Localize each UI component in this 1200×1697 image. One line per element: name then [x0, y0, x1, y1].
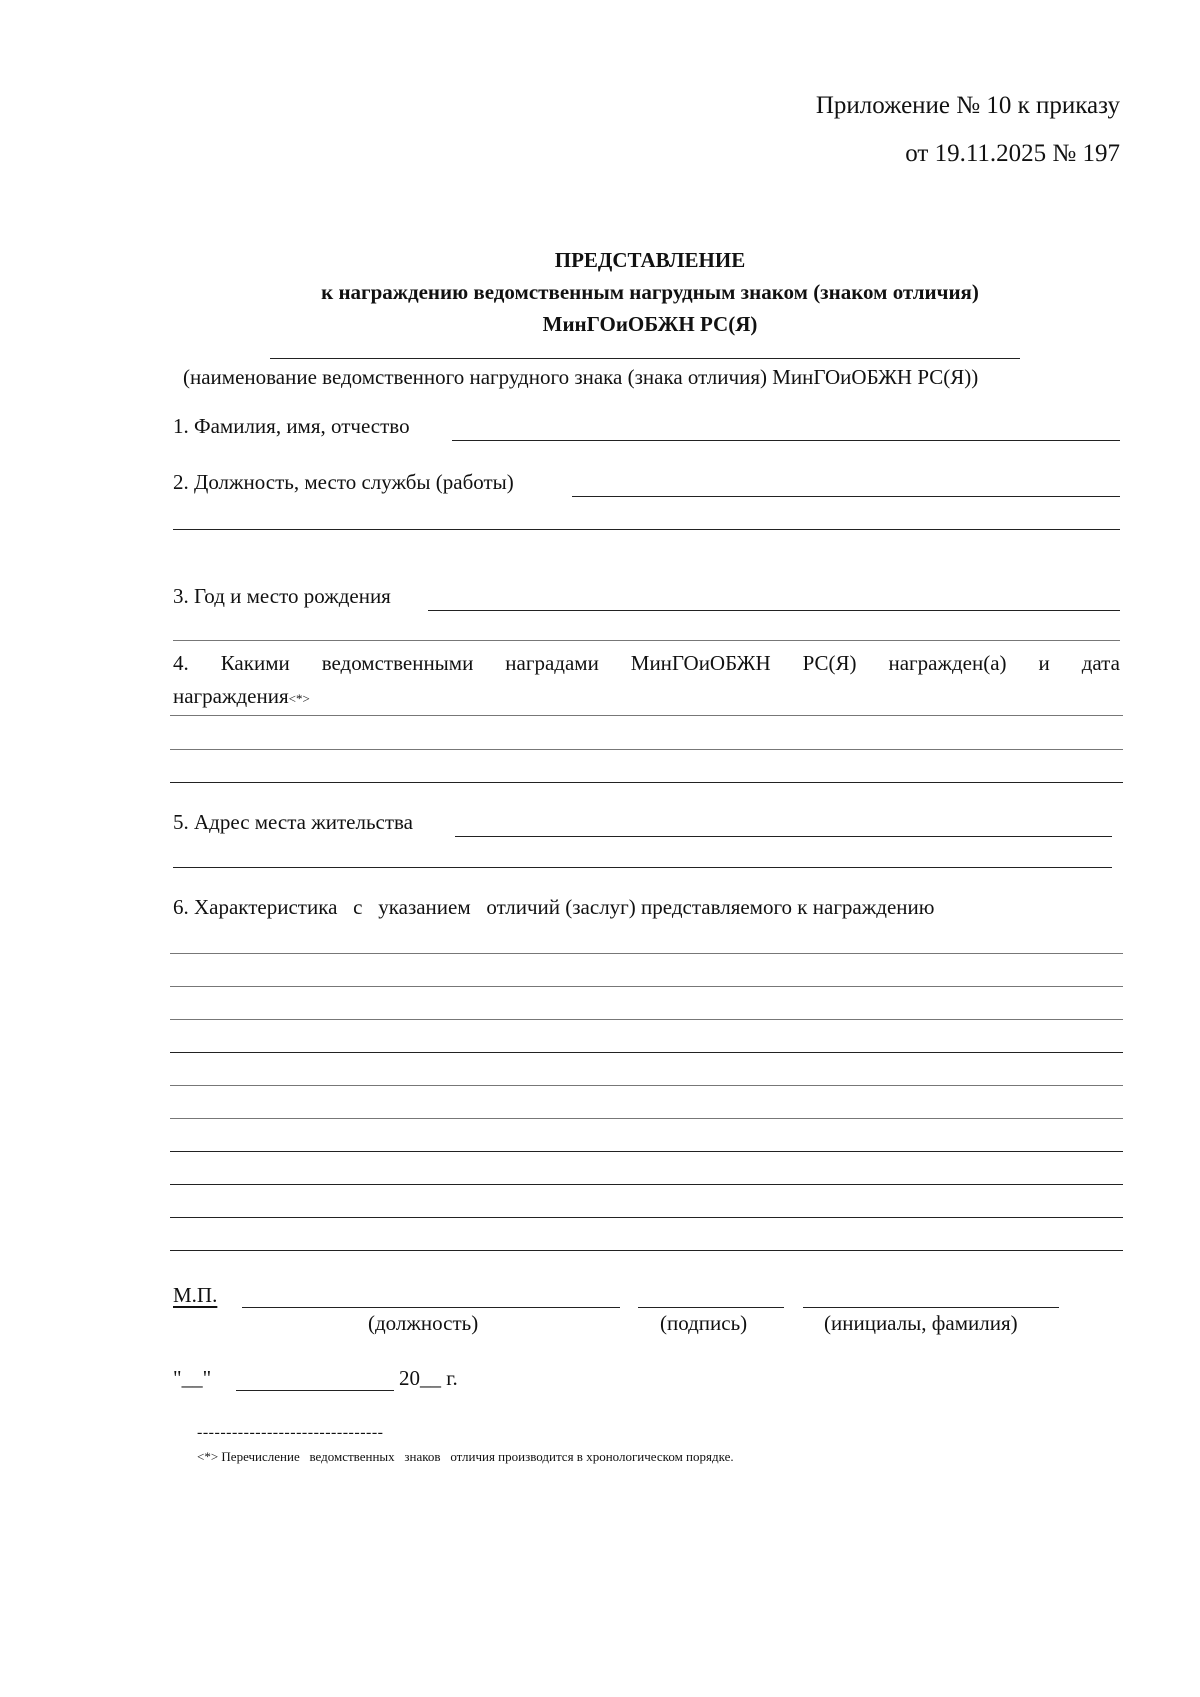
characteristic-line[interactable]: [170, 1184, 1123, 1185]
date-day[interactable]: "__": [173, 1366, 212, 1390]
field-address-label: 5. Адрес места жительства: [173, 810, 413, 834]
signature-caption: (подпись): [660, 1311, 748, 1335]
characteristic-line[interactable]: [170, 986, 1123, 987]
field-awards-label: [173, 651, 1120, 676]
date-month-line[interactable]: [236, 1390, 394, 1391]
awards-word: Какими: [220, 651, 290, 675]
characteristic-line[interactable]: [170, 1085, 1123, 1086]
field-fio-line[interactable]: [452, 440, 1120, 441]
awards-word: и: [1038, 651, 1050, 675]
field-fio-label: 1. Фамилия, имя, отчество: [173, 414, 410, 438]
field-position-line[interactable]: [572, 496, 1120, 497]
awards-word-awarding: награждения: [173, 684, 289, 708]
ministry-name: МинГОиОБЖН РС(Я): [542, 312, 758, 336]
field-awards-line-3[interactable]: [170, 782, 1123, 783]
awards-word: РС(Я): [802, 651, 857, 675]
field-birth-line[interactable]: [428, 610, 1120, 611]
awards-word: наградами: [505, 651, 599, 675]
field-address-line-2[interactable]: [173, 867, 1112, 868]
name-signature-line[interactable]: [803, 1307, 1059, 1308]
characteristic-line[interactable]: [170, 953, 1123, 954]
appendix-label: Приложение № 10 к приказу: [815, 92, 1120, 119]
position-caption: (должность): [368, 1311, 479, 1335]
field-position-line-2[interactable]: [173, 529, 1120, 530]
footnote-separator: --------------------------------: [197, 1424, 384, 1441]
field-awards-label-line2: [173, 684, 310, 709]
characteristic-line[interactable]: [170, 1151, 1123, 1152]
name-caption: (инициалы, фамилия): [824, 1311, 1018, 1335]
badge-name-line[interactable]: [270, 358, 1020, 359]
awards-word: МинГОиОБЖН: [630, 651, 771, 675]
signature-line[interactable]: [638, 1307, 784, 1308]
characteristic-line[interactable]: [170, 1118, 1123, 1119]
characteristic-line[interactable]: [170, 1052, 1123, 1053]
awards-word: награжден(а): [888, 651, 1007, 675]
stamp-place-label: М.П.: [173, 1283, 218, 1307]
badge-caption: (наименование ведомственного нагрудного знака (знака отличия) МинГОиОБЖН РС(Я)): [183, 365, 979, 389]
field-awards-line-2[interactable]: [170, 749, 1123, 750]
awards-word: дата: [1081, 651, 1120, 675]
order-label: от 19.11.2025 № 197: [905, 140, 1120, 167]
document-title: ПРЕДСТАВЛЕНИЕ: [554, 248, 746, 272]
field-birth-line-2[interactable]: [173, 640, 1120, 641]
characteristic-line[interactable]: [170, 1019, 1123, 1020]
field-awards-line-1[interactable]: [170, 715, 1123, 716]
field-address-line[interactable]: [455, 836, 1112, 837]
position-signature-line[interactable]: [242, 1307, 620, 1308]
field-position-label: 2. Должность, место службы (работы): [173, 470, 514, 494]
characteristic-line[interactable]: [170, 1250, 1123, 1251]
characteristic-line[interactable]: [170, 1217, 1123, 1218]
footnote-text: <*> Перечисление ведомственных знаков отличия производится в хронологическом порядке.: [197, 1449, 734, 1464]
footnote-marker: <*>: [288, 691, 310, 706]
awards-word: ведомственными: [321, 651, 474, 675]
document-subtitle: к награждению ведомственным нагрудным знаком (знаком отличия): [321, 280, 979, 304]
field-birth-label: 3. Год и место рождения: [173, 584, 391, 608]
date-year[interactable]: 20__ г.: [399, 1366, 458, 1390]
field-characteristic-label: 6. Характеристика с указанием отличий (заслуг) представляемого к награждению: [173, 895, 935, 919]
awards-word: 4.: [173, 651, 189, 675]
